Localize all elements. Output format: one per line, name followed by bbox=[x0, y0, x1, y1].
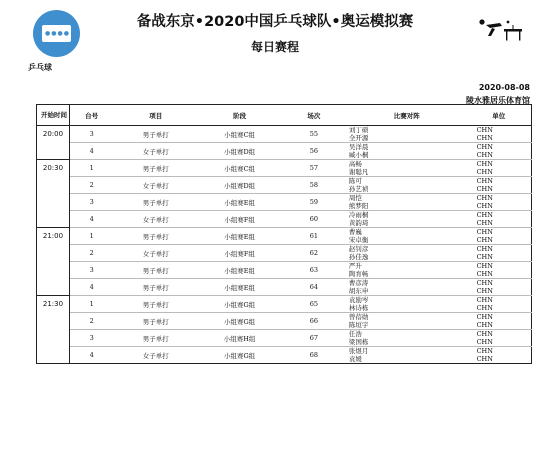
cell-table-no: 4 bbox=[69, 279, 113, 296]
cell-table-no: 2 bbox=[69, 177, 113, 194]
cell-match: 59 bbox=[281, 194, 347, 211]
cell-table-no: 1 bbox=[69, 160, 113, 177]
player-name: 吴洋晨 bbox=[348, 143, 369, 151]
table-row bbox=[37, 313, 532, 330]
cell-match: 60 bbox=[281, 211, 347, 228]
header-unit: 单位 bbox=[467, 105, 532, 126]
page-title: 备战东京•2020中国乒乓球队•奥运模拟赛 bbox=[136, 14, 414, 30]
table-row bbox=[37, 143, 532, 160]
cell-stage: 小组赛C组 bbox=[198, 160, 281, 177]
cell-event: 男子单打 bbox=[113, 228, 198, 245]
unit-code: CHN bbox=[476, 279, 493, 287]
player-name: 谢聪凡 bbox=[348, 168, 369, 176]
player-name: 陈可 bbox=[348, 177, 362, 185]
player-name: 严升 bbox=[348, 262, 362, 270]
player-name: 任浩 bbox=[348, 330, 362, 338]
player-name: 袁媛 bbox=[348, 355, 362, 363]
unit-code: CHN bbox=[476, 270, 493, 278]
cell-stage: 小组赛D组 bbox=[198, 143, 281, 160]
header-match: 场次 bbox=[281, 105, 347, 126]
cell-match: 58 bbox=[281, 177, 347, 194]
unit-code: CHN bbox=[476, 245, 493, 253]
cell-time: 21:30 bbox=[37, 296, 70, 313]
unit-code: CHN bbox=[476, 160, 493, 168]
cell-table-no: 1 bbox=[69, 296, 113, 313]
cell-match: 67 bbox=[281, 330, 347, 347]
cell-stage: 小组赛G组 bbox=[198, 296, 281, 313]
cell-match: 66 bbox=[281, 313, 347, 330]
unit-code: CHN bbox=[476, 151, 493, 159]
cell-players bbox=[347, 262, 467, 279]
player-name: 周恺 bbox=[348, 194, 362, 202]
cell-event: 女子单打 bbox=[113, 245, 198, 262]
unit-code: CHN bbox=[476, 228, 493, 236]
unit-code: CHN bbox=[476, 338, 493, 346]
cell-players bbox=[347, 279, 467, 296]
table-tennis-logo-icon: ●●●● bbox=[33, 10, 80, 57]
page-subtitle: 每日赛程 bbox=[250, 40, 299, 54]
cell-match: 62 bbox=[281, 245, 347, 262]
cell-event: 女子单打 bbox=[113, 177, 198, 194]
table-row bbox=[37, 347, 532, 364]
player-name: 曹彦涛 bbox=[348, 279, 369, 287]
cell-match: 55 bbox=[281, 126, 347, 143]
cell-time bbox=[37, 177, 70, 194]
table-row bbox=[37, 160, 532, 177]
player-name: 梁国栋 bbox=[348, 338, 369, 346]
unit-code: CHN bbox=[476, 202, 493, 210]
cell-unit bbox=[467, 126, 532, 143]
unit-code: CHN bbox=[476, 143, 493, 151]
table-row bbox=[37, 126, 532, 143]
cell-stage: 小组赛F组 bbox=[198, 211, 281, 228]
player-name: 臧小桐 bbox=[348, 151, 369, 159]
cell-stage: 小组赛F组 bbox=[198, 245, 281, 262]
table-row bbox=[37, 330, 532, 347]
cell-event: 男子单打 bbox=[113, 296, 198, 313]
cell-table-no: 4 bbox=[69, 211, 113, 228]
schedule-date: 2020-08-08 bbox=[478, 83, 530, 92]
cell-time bbox=[37, 262, 70, 279]
table-row bbox=[37, 262, 532, 279]
cell-event: 男子单打 bbox=[113, 330, 198, 347]
cell-players bbox=[347, 126, 467, 143]
unit-code: CHN bbox=[476, 177, 493, 185]
unit-code: CHN bbox=[476, 126, 493, 134]
cell-unit bbox=[467, 143, 532, 160]
table-header-row bbox=[37, 105, 532, 126]
player-name: 陶育畅 bbox=[348, 270, 369, 278]
cell-time bbox=[37, 279, 70, 296]
venue-name: 陵水雅居乐体育馆 bbox=[466, 96, 530, 105]
table-row bbox=[37, 177, 532, 194]
unit-code: CHN bbox=[476, 253, 493, 261]
player-name: 胡东申 bbox=[348, 287, 369, 295]
unit-code: CHN bbox=[476, 304, 493, 312]
cell-table-no: 3 bbox=[69, 126, 113, 143]
cell-unit bbox=[467, 279, 532, 296]
cell-time bbox=[37, 194, 70, 211]
cell-table-no: 2 bbox=[69, 313, 113, 330]
cell-unit bbox=[467, 228, 532, 245]
cell-players bbox=[347, 330, 467, 347]
player-name: 陈垣宇 bbox=[348, 321, 369, 329]
cell-table-no: 4 bbox=[69, 347, 113, 364]
cell-stage: 小组赛G组 bbox=[198, 347, 281, 364]
player-name: 袁励岑 bbox=[348, 296, 369, 304]
cell-time bbox=[37, 313, 70, 330]
cell-stage: 小组赛E组 bbox=[198, 262, 281, 279]
unit-code: CHN bbox=[476, 287, 493, 295]
player-name: 全开源 bbox=[348, 134, 369, 142]
cell-unit bbox=[467, 194, 532, 211]
cell-match: 65 bbox=[281, 296, 347, 313]
cell-match: 68 bbox=[281, 347, 347, 364]
cell-unit bbox=[467, 211, 532, 228]
cell-players bbox=[347, 160, 467, 177]
table-row bbox=[37, 211, 532, 228]
cell-table-no: 3 bbox=[69, 330, 113, 347]
cell-event: 男子单打 bbox=[113, 126, 198, 143]
cell-stage: 小组赛H组 bbox=[198, 330, 281, 347]
cell-match: 61 bbox=[281, 228, 347, 245]
cell-time: 20:30 bbox=[37, 160, 70, 177]
unit-code: CHN bbox=[476, 321, 493, 329]
cell-stage: 小组赛D组 bbox=[198, 177, 281, 194]
cell-time bbox=[37, 211, 70, 228]
unit-code: CHN bbox=[476, 313, 493, 321]
cell-players bbox=[347, 313, 467, 330]
player-name: 张煜月 bbox=[348, 347, 369, 355]
table-row bbox=[37, 228, 532, 245]
player-name: 林诗栋 bbox=[348, 304, 369, 312]
cell-unit bbox=[467, 160, 532, 177]
unit-code: CHN bbox=[476, 262, 493, 270]
unit-code: CHN bbox=[476, 330, 493, 338]
table-row bbox=[37, 296, 532, 313]
cell-table-no: 1 bbox=[69, 228, 113, 245]
table-row bbox=[37, 279, 532, 296]
cell-match: 64 bbox=[281, 279, 347, 296]
cell-unit bbox=[467, 330, 532, 347]
player-name: 刘丁硕 bbox=[348, 126, 369, 134]
header-start-time: 开始时间 bbox=[37, 105, 70, 126]
cell-stage: 小组赛G组 bbox=[198, 313, 281, 330]
cell-event: 男子单打 bbox=[113, 279, 198, 296]
cell-stage: 小组赛E组 bbox=[198, 228, 281, 245]
cell-unit bbox=[467, 347, 532, 364]
cell-time bbox=[37, 245, 70, 262]
cell-players bbox=[347, 194, 467, 211]
player-name: 高畅 bbox=[348, 160, 362, 168]
unit-code: CHN bbox=[476, 236, 493, 244]
cell-players bbox=[347, 177, 467, 194]
cell-table-no: 3 bbox=[69, 262, 113, 279]
cell-players bbox=[347, 296, 467, 313]
cell-event: 男子单打 bbox=[113, 194, 198, 211]
cell-unit bbox=[467, 262, 532, 279]
cell-players bbox=[347, 347, 467, 364]
cell-match: 56 bbox=[281, 143, 347, 160]
header-table-no: 台号 bbox=[69, 105, 113, 126]
cell-event: 女子单打 bbox=[113, 211, 198, 228]
player-name: 赵钊彦 bbox=[348, 245, 369, 253]
cell-unit bbox=[467, 296, 532, 313]
unit-code: CHN bbox=[476, 194, 493, 202]
player-name: 孙艺祯 bbox=[348, 185, 369, 193]
player-name: 宋卓衡 bbox=[348, 236, 369, 244]
header-event: 项目 bbox=[113, 105, 198, 126]
unit-code: CHN bbox=[476, 134, 493, 142]
cell-players bbox=[347, 143, 467, 160]
cell-table-no: 3 bbox=[69, 194, 113, 211]
cell-match: 63 bbox=[281, 262, 347, 279]
unit-code: CHN bbox=[476, 168, 493, 176]
cell-time: 20:00 bbox=[37, 126, 70, 143]
unit-code: CHN bbox=[476, 211, 493, 219]
cell-stage: 小组赛C组 bbox=[198, 126, 281, 143]
unit-code: CHN bbox=[476, 355, 493, 363]
table-tennis-pictogram-icon bbox=[478, 16, 524, 44]
unit-code: CHN bbox=[476, 219, 493, 227]
cell-table-no: 4 bbox=[69, 143, 113, 160]
table-row bbox=[37, 245, 532, 262]
cell-stage: 小组赛E组 bbox=[198, 279, 281, 296]
unit-code: CHN bbox=[476, 185, 493, 193]
player-name: 曾蓓勋 bbox=[348, 313, 369, 321]
cell-match: 57 bbox=[281, 160, 347, 177]
cell-players bbox=[347, 228, 467, 245]
cell-event: 男子单打 bbox=[113, 160, 198, 177]
cell-stage: 小组赛E组 bbox=[198, 194, 281, 211]
cell-event: 女子单打 bbox=[113, 143, 198, 160]
cell-time bbox=[37, 143, 70, 160]
player-name: 熊梦阳 bbox=[348, 202, 369, 210]
player-name: 冷雨桐 bbox=[348, 211, 369, 219]
unit-code: CHN bbox=[476, 347, 493, 355]
table-row bbox=[37, 194, 532, 211]
unit-code: CHN bbox=[476, 296, 493, 304]
cell-event: 男子单打 bbox=[113, 313, 198, 330]
schedule-table bbox=[36, 104, 532, 364]
header-players: 比赛对阵 bbox=[347, 105, 467, 126]
cell-unit bbox=[467, 177, 532, 194]
cell-time: 21:00 bbox=[37, 228, 70, 245]
cell-players bbox=[347, 211, 467, 228]
player-name: 黄韵琦 bbox=[348, 219, 369, 227]
cell-event: 男子单打 bbox=[113, 262, 198, 279]
cell-table-no: 2 bbox=[69, 245, 113, 262]
header-stage: 阶段 bbox=[198, 105, 281, 126]
cell-event: 女子单打 bbox=[113, 347, 198, 364]
cell-time bbox=[37, 347, 70, 364]
player-name: 孙佳逸 bbox=[348, 253, 369, 261]
player-name: 曹巍 bbox=[348, 228, 362, 236]
cell-unit bbox=[467, 245, 532, 262]
sport-label: 乒乓球 bbox=[28, 63, 52, 72]
cell-time bbox=[37, 330, 70, 347]
cell-unit bbox=[467, 313, 532, 330]
cell-players bbox=[347, 245, 467, 262]
